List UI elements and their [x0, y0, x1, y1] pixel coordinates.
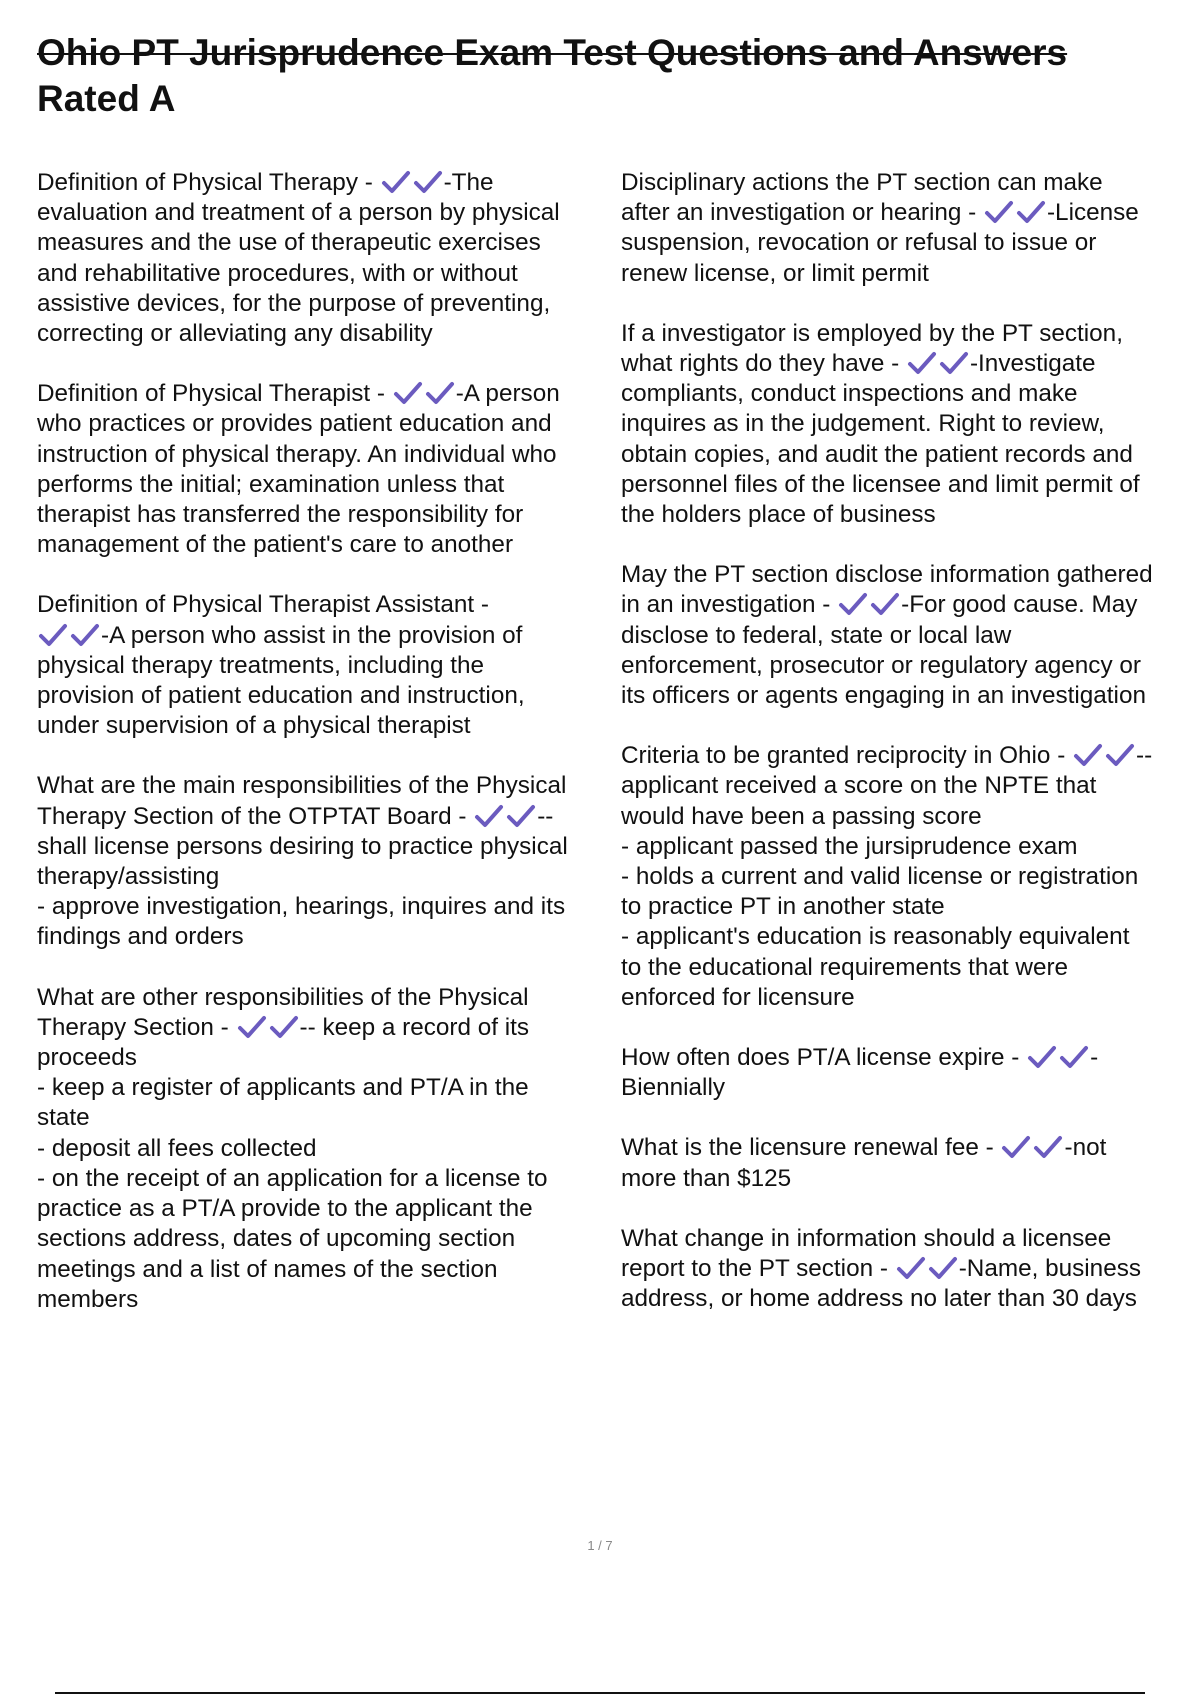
check-icon — [928, 1256, 958, 1280]
qa-entry — [37, 983, 612, 1315]
qa-entry — [621, 1133, 1196, 1193]
qa-entry — [621, 1224, 1196, 1315]
answer-text: -Name, business address, or home address no later than 30 days — [621, 1255, 1142, 1313]
question-text: May the PT section disclose information gathered in an investigation - — [621, 561, 1153, 619]
question-text: What is the licensure renewal fee - — [621, 1134, 1001, 1162]
title-line-1: Ohio PT Jurisprudence Exam Test Questions and Answers — [37, 32, 1068, 73]
question-text: What are other responsibilities of the Physical Therapy Section - — [37, 983, 529, 1041]
qa-entry — [621, 168, 1196, 289]
check-icon — [425, 381, 455, 405]
entry-spacer — [621, 1103, 1196, 1133]
question-text: If a investigator is employed by the PT section, what rights do they have - — [621, 319, 1123, 378]
check-icon — [1059, 1045, 1089, 1069]
check-icon — [506, 804, 536, 828]
check-icon — [413, 170, 443, 194]
entry-spacer — [621, 711, 1196, 741]
answer-text: -A person who assist in the provision of physical therapy treatments, including the provision of patient education and instruction, under supervision of a physical therapist — [37, 621, 525, 740]
check-icon — [38, 623, 68, 647]
check-icon — [1033, 1135, 1063, 1159]
answer-text: -- applicant received a score on the NPTE that would have been a passing score - applicant passed the jursiprudence exam - holds a current and valid license or registration to practice PT in another state - applicant's education is reasonably equivalent to the educational requirements that were enforced for licensure — [621, 742, 1153, 1011]
entry-spacer — [37, 741, 612, 771]
qa-entry — [37, 168, 612, 349]
check-icon — [474, 804, 504, 828]
check-icon — [1027, 1045, 1057, 1069]
qa-entry — [37, 771, 612, 952]
check-icon — [381, 170, 411, 194]
question-text: What are the main responsibilities of the Physical Therapy Section of the OTPTAT Board - — [37, 772, 567, 830]
page-indicator: 1 / 7 — [587, 1538, 613, 1553]
answer-text: - Biennially — [621, 1044, 1099, 1102]
check-icon — [984, 200, 1014, 224]
check-icon — [237, 1015, 267, 1039]
qa-entry — [621, 319, 1196, 530]
question-text: Disciplinary actions the PT section can make after an investigation or hearing - — [621, 169, 1103, 227]
question-text: How often does PT/A license expire - — [621, 1044, 1027, 1072]
qa-entry — [621, 1043, 1196, 1103]
entry-spacer — [37, 953, 612, 983]
entry-spacer — [37, 349, 612, 379]
answer-text: -- keep a record of its proceeds - keep a register of applicants and PT/A in the state - deposit all fees collected - on the receipt of an application for a license to practice as a PT/A provide to the applicant the sections address, dates of upcoming section meetings and a list of names of the section members — [37, 1013, 548, 1313]
entry-spacer — [621, 289, 1196, 319]
question-text: Definition of Physical Therapy - — [37, 169, 380, 196]
check-icon — [1016, 200, 1046, 224]
check-icon — [1001, 1135, 1031, 1159]
check-icon — [1073, 743, 1103, 767]
check-icon — [907, 351, 937, 375]
question-text: What change in information should a licensee report to the PT section - — [621, 1224, 1112, 1283]
answer-text: -A person who practices or provides patient education and instruction of physical therapy. An individual who performs the initial; examination unless that therapist has transferred the responsibility for management of the patient's care to another — [37, 380, 560, 559]
qa-entry — [37, 590, 612, 741]
answer-text: -Investigate compliants, conduct inspections and make inquires as in the judgement. Right to review, obtain copies, and audit the patient records and personnel files of the licensee and limit permit of the holders place of business — [621, 350, 1140, 529]
answer-text: -not more than $125 — [621, 1134, 1107, 1192]
answer-text: -The evaluation and treatment of a person by physical measures and the use of therapeutic exercises and rehabilitative procedures, with or without assistive devices, for the purpose of preventing, correcting or alleviating any disability — [37, 169, 560, 348]
answer-text: -- shall license persons desiring to practice physical therapy/assisting - approve investigation, hearings, inquires and its findings and orders — [37, 802, 568, 951]
check-icon — [1105, 743, 1135, 767]
check-icon — [939, 351, 969, 375]
question-text: Definition of Physical Therapist Assistant - — [37, 591, 489, 619]
entry-spacer — [621, 1194, 1196, 1224]
qa-entry — [621, 741, 1196, 1013]
entry-spacer — [37, 560, 612, 590]
check-icon — [269, 1015, 299, 1039]
qa-entry — [621, 560, 1196, 711]
question-text: Definition of Physical Therapist - — [37, 380, 392, 408]
answer-text: -For good cause. May disclose to federal, state or local law enforcement, prosecutor or regulatory agency or its officers or agents engaging in an investigation — [621, 591, 1146, 710]
check-icon — [896, 1256, 926, 1280]
footer-divider — [55, 1692, 1145, 1694]
document-title — [37, 30, 1177, 122]
right-column — [621, 168, 1196, 1315]
entry-spacer — [621, 1013, 1196, 1043]
check-icon — [838, 592, 868, 616]
check-icon — [70, 623, 100, 647]
check-icon — [870, 592, 900, 616]
left-column — [37, 168, 612, 1315]
check-icon — [393, 381, 423, 405]
question-text: Criteria to be granted reciprocity in Ohio - — [621, 742, 1073, 770]
qa-entry — [37, 379, 612, 560]
answer-text: -License suspension, revocation or refusal to issue or renew license, or limit permit — [621, 199, 1139, 287]
title-line-2: Rated A — [37, 78, 176, 119]
entry-spacer — [621, 530, 1196, 560]
